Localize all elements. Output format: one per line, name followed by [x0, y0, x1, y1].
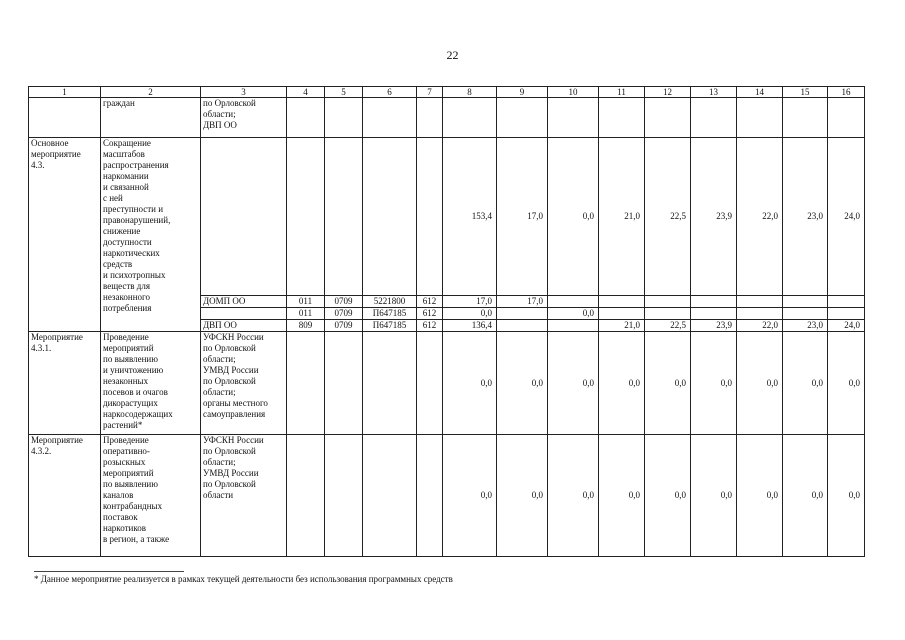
- empty-cell: [287, 435, 325, 557]
- total-value: 153,4: [443, 138, 497, 296]
- footnote: * Данное мероприятие реализуется в рамках текущей деятельности без использования программных средств: [34, 574, 453, 584]
- funding-value: [497, 308, 548, 320]
- activity-value: 0,0: [497, 332, 548, 435]
- empty-cell: [363, 332, 417, 435]
- funding-value: [783, 296, 828, 308]
- continuation-row: [29, 98, 865, 138]
- activity-value: 0,0: [443, 332, 497, 435]
- total-value: 17,0: [497, 138, 548, 296]
- empty-cell: [363, 98, 417, 138]
- executor-cell: ДВП ОО: [201, 320, 287, 332]
- column-number: 15: [783, 87, 828, 98]
- funding-value: [548, 320, 599, 332]
- activity-value: 0,0: [599, 332, 645, 435]
- column-number: 9: [497, 87, 548, 98]
- budget-code: П647185: [363, 308, 417, 320]
- budget-code: 612: [417, 296, 443, 308]
- column-number: 5: [325, 87, 363, 98]
- empty-cell: [417, 98, 443, 138]
- activity-value: 0,0: [548, 435, 599, 557]
- funding-value: [497, 320, 548, 332]
- funding-value: [599, 308, 645, 320]
- column-number: 4: [287, 87, 325, 98]
- empty-cell: [417, 332, 443, 435]
- empty-cell: [325, 332, 363, 435]
- activity-431-row: [29, 332, 865, 435]
- funding-value: [548, 296, 599, 308]
- activity-value: 0,0: [783, 332, 828, 435]
- funding-value: [599, 296, 645, 308]
- activity-value: 0,0: [691, 332, 737, 435]
- column-number: 3: [201, 87, 287, 98]
- total-value: 21,0: [599, 138, 645, 296]
- funding-value: 0,0: [548, 308, 599, 320]
- budget-code: 011: [287, 308, 325, 320]
- activity-value: 0,0: [645, 435, 691, 557]
- activity-name: Проведение мероприятий по выявлению и уничтожению незаконных посевов и очагов дикорастущих наркосодержащих растений*: [101, 332, 201, 435]
- funding-value: 24,0: [828, 320, 865, 332]
- funding-value: 17,0: [497, 296, 548, 308]
- column-number: 7: [417, 87, 443, 98]
- funding-value: 23,0: [783, 320, 828, 332]
- activity-code: Основное мероприятие 4.3.: [29, 138, 101, 332]
- column-number: 8: [443, 87, 497, 98]
- budget-code: 0709: [325, 296, 363, 308]
- funding-value: 22,5: [645, 320, 691, 332]
- funding-value: 17,0: [443, 296, 497, 308]
- budget-code: 5221800: [363, 296, 417, 308]
- executor-cell: по Орловской области; ДВП ОО: [201, 98, 287, 138]
- activity-value: 0,0: [828, 332, 865, 435]
- funding-value: 0,0: [443, 308, 497, 320]
- executor-cell: [201, 308, 287, 320]
- footnote-rule: [34, 571, 184, 572]
- empty-cell: [325, 138, 363, 296]
- total-value: 22,5: [645, 138, 691, 296]
- main-activity-total-row: [29, 138, 865, 296]
- empty-cell: [443, 98, 497, 138]
- empty-cell: [325, 435, 363, 557]
- activity-value: 0,0: [737, 435, 783, 557]
- column-number: 12: [645, 87, 691, 98]
- empty-cell: [325, 98, 363, 138]
- executor-cell: [201, 138, 287, 296]
- funding-value: 22,0: [737, 320, 783, 332]
- activity-value: 0,0: [548, 332, 599, 435]
- total-value: 23,9: [691, 138, 737, 296]
- activity-432-row: [29, 435, 865, 557]
- budget-code: 011: [287, 296, 325, 308]
- empty-cell: [417, 435, 443, 557]
- column-number: 13: [691, 87, 737, 98]
- funding-value: 23,9: [691, 320, 737, 332]
- activity-value: 0,0: [691, 435, 737, 557]
- column-number: 14: [737, 87, 783, 98]
- header-row: [29, 87, 865, 98]
- executor-cell: УФСКН России по Орловской области; УМВД России по Орловской области; органы местного самоуправления: [201, 332, 287, 435]
- empty-cell: [417, 138, 443, 296]
- column-number: 10: [548, 87, 599, 98]
- empty-cell: [287, 332, 325, 435]
- funding-value: [737, 308, 783, 320]
- empty-cell: [363, 435, 417, 557]
- activity-value: 0,0: [443, 435, 497, 557]
- empty-cell: [287, 98, 325, 138]
- total-value: 23,0: [783, 138, 828, 296]
- empty-cell: [828, 98, 865, 138]
- funding-value: 21,0: [599, 320, 645, 332]
- empty-cell: [363, 138, 417, 296]
- column-number: 6: [363, 87, 417, 98]
- activity-code: Мероприятие 4.3.2.: [29, 435, 101, 557]
- budget-table: [28, 86, 865, 557]
- funding-value: [783, 308, 828, 320]
- total-value: 0,0: [548, 138, 599, 296]
- funding-value: [737, 296, 783, 308]
- funding-value: [828, 308, 865, 320]
- funding-value: [828, 296, 865, 308]
- empty-cell: [737, 98, 783, 138]
- budget-code: 612: [417, 320, 443, 332]
- column-number: 16: [828, 87, 865, 98]
- funding-value: [691, 296, 737, 308]
- activity-name: Проведение оперативно- розыскных мероприятий по выявлению каналов контрабандных поставок наркотиков в регион, а также: [101, 435, 201, 557]
- budget-code: П647185: [363, 320, 417, 332]
- activity-value: 0,0: [783, 435, 828, 557]
- executor-cell: ДОМП ОО: [201, 296, 287, 308]
- column-number: 2: [101, 87, 201, 98]
- empty-cell: [599, 98, 645, 138]
- executor-cell: УФСКН России по Орловской области; УМВД России по Орловской области: [201, 435, 287, 557]
- empty-cell: [691, 98, 737, 138]
- funding-value: [645, 308, 691, 320]
- funding-value: [645, 296, 691, 308]
- name-cell: граждан: [101, 98, 201, 138]
- page-number: 22: [446, 48, 459, 62]
- code-cell: [29, 98, 101, 138]
- empty-cell: [497, 98, 548, 138]
- empty-cell: [287, 138, 325, 296]
- column-number: 1: [29, 87, 101, 98]
- activity-value: 0,0: [497, 435, 548, 557]
- total-value: 22,0: [737, 138, 783, 296]
- budget-code: 809: [287, 320, 325, 332]
- funding-value: 136,4: [443, 320, 497, 332]
- activity-value: 0,0: [828, 435, 865, 557]
- column-number: 11: [599, 87, 645, 98]
- empty-cell: [548, 98, 599, 138]
- activity-value: 0,0: [737, 332, 783, 435]
- budget-code: 0709: [325, 320, 363, 332]
- empty-cell: [783, 98, 828, 138]
- empty-cell: [645, 98, 691, 138]
- budget-code: 0709: [325, 308, 363, 320]
- budget-code: 612: [417, 308, 443, 320]
- total-value: 24,0: [828, 138, 865, 296]
- activity-value: 0,0: [599, 435, 645, 557]
- funding-value: [691, 308, 737, 320]
- activity-name: Сокращение масштабов распространения наркомании и связанной с ней преступности и правонарушений, снижение доступности наркотических средств и психотропных веществ для незаконного потребления: [101, 138, 201, 332]
- activity-value: 0,0: [645, 332, 691, 435]
- activity-code: Мероприятие 4.3.1.: [29, 332, 101, 435]
